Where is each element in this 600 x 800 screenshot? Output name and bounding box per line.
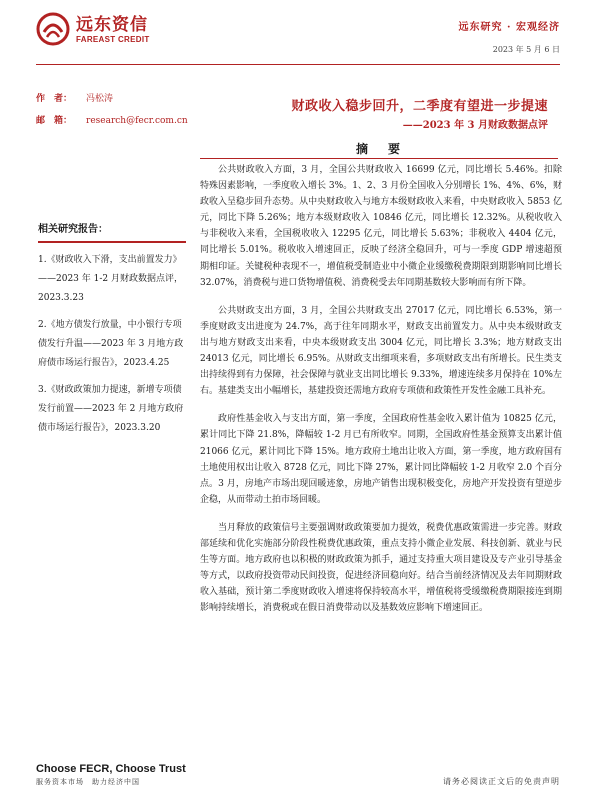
fareast-logo-icon	[36, 12, 70, 46]
summary-divider	[200, 158, 558, 159]
logo-chinese-name: 远东资信	[76, 14, 148, 35]
report-date: 2023 年 5 月 6 日	[492, 45, 560, 54]
paragraph-policy-outlook: 当月释放的政策信号主要强调财政政策要加力提效，税费优惠政策需进一步完善。财政部延续和优化实施部分阶段性税费优惠政策，重点支持小微企业发展、科技创新、就业与民生等方面。地方政府也以积极的财政政策为抓手，通过支持重大项目建设及专产业引导基金等方式，以政府投资带动民间投资，促进经济回稳向好。结合当前经济情况及去年同期财政收入基础，预计第二季度财政收入增速将保持较高水平，增值税将受缓缴税费期限接连到期影响持续增长，消费税或在假日消费带动以及基数效应影响下增速回正。	[200, 522, 562, 614]
related-reports	[38, 220, 186, 438]
author-line	[36, 88, 188, 110]
email-label: 邮 箱：	[36, 116, 73, 126]
email-line	[36, 110, 188, 132]
footer-slogan-cn: 服务资本市场 助力经济中国	[36, 778, 140, 786]
paragraph-expenditure: 公共财政支出方面，3 月，全国公共财政支出 27017 亿元，同比增长 6.53%，第一季度财政支出进度为 24.7%，高于往年同期水平，财政支出前置发力。从中央本级财政支出与地方财政支出来看，中央本级财政支出 3004 亿元，同比增长 3.3%；地方财政支出 24013 亿元，同比增长 6.95%。从财政支出细项来看，多项财政支出有所增长。民生类支出持续得到有力保障，社会保障与就业支出同比增长 9.33%，增速连续多月保持在 10%左右。基建类支出小幅增长，基建投资还需地方政府专项债和政策性开发性金融工具补充。	[200, 305, 562, 397]
email-address[interactable]: research@fecr.com.cn	[86, 116, 188, 126]
author-block	[36, 88, 188, 132]
related-report-item[interactable]: 1.《财政收入下滑，支出前置发力》——2023 年 1-2 月财政数据点评，2023.3.23	[38, 255, 183, 303]
logo-english-name: FAREAST CREDIT	[76, 34, 150, 44]
footer-slogan-en: Choose FECR, Choose Trust	[36, 763, 186, 775]
related-report-item[interactable]: 2.《地方债发行放量，中小银行专项债发行升温——2023 年 3 月地方政府债市场运行报告》，2023.4.25	[38, 320, 184, 368]
paragraph-revenue: 公共财政收入方面，3 月，全国公共财政收入 16699 亿元，同比增长 5.46%。扣除特殊因素影响，一季度收入增长 3%。1、2、3 月份全国收入分别增长 1%、4%、6%，财政收入呈稳步回升态势。从中央财政收入与地方本级财政收入来看，中央财政收入 5853 亿元，同比下降 5.26%；地方本级财政收入 10846 亿元，同比增长 12.32%。从税收收入与非税收入来看，全国税收收入 12295 亿元，同比增长 5.63%；非税收入 4404 亿元，同比增长 5.01%。税收收入增速回正，反映了经济全稳回升，可与一季度 GDP 增速超预期相印证。关键税种表现不一，增值税受制造业中小微企业缓缴税费期限到期影响同比增长 32.07%，消费税与进口货物增值税、消费税受去年同期基数较大影响而有所下降。	[200, 165, 562, 288]
author-name: 冯松涛	[86, 94, 114, 104]
footer-disclaimer: 请务必阅读正文后的免责声明	[443, 777, 560, 786]
summary-body	[200, 162, 562, 628]
report-title: 财政收入稳步回升，二季度有望进一步提速	[291, 99, 548, 114]
footer-slogan	[36, 763, 186, 787]
author-label: 作 者：	[36, 94, 73, 104]
report-subtitle: ——2023 年 3 月财政数据点评	[402, 120, 548, 131]
paragraph-government-fund: 政府性基金收入与支出方面，第一季度，全国政府性基金收入累计值为 10825 亿元，累计同比下降 21.8%，降幅较 1-2 月已有所收窄。同期，全国政府性基金预算支出累计值 21066 亿元，累计同比下降 15%。地方政府土地出让收入方面，第一季度，地方政府国有土地使用权出让收入 8728 亿元，同比下降 27%，累计同比降幅较 1-2 月收窄 2.0 个百分点。3 月，房地产市场出现回暖迹象，房地产销售出现积极变化，房地产开发投资有望逆步企稳，从而带动土拍市场回暖。	[200, 414, 562, 505]
report-type: 远东研究 · 宏观经济	[458, 22, 560, 33]
header-divider	[36, 64, 560, 65]
related-reports-title: 相关研究报告：	[38, 220, 186, 243]
company-logo	[36, 12, 150, 46]
related-report-item[interactable]: 3.《财政政策加力提速，新增专项债发行前置——2023 年 2 月地方政府债市场运行报告》，2023.3.20	[38, 385, 184, 433]
summary-heading: 摘 要	[356, 142, 405, 156]
